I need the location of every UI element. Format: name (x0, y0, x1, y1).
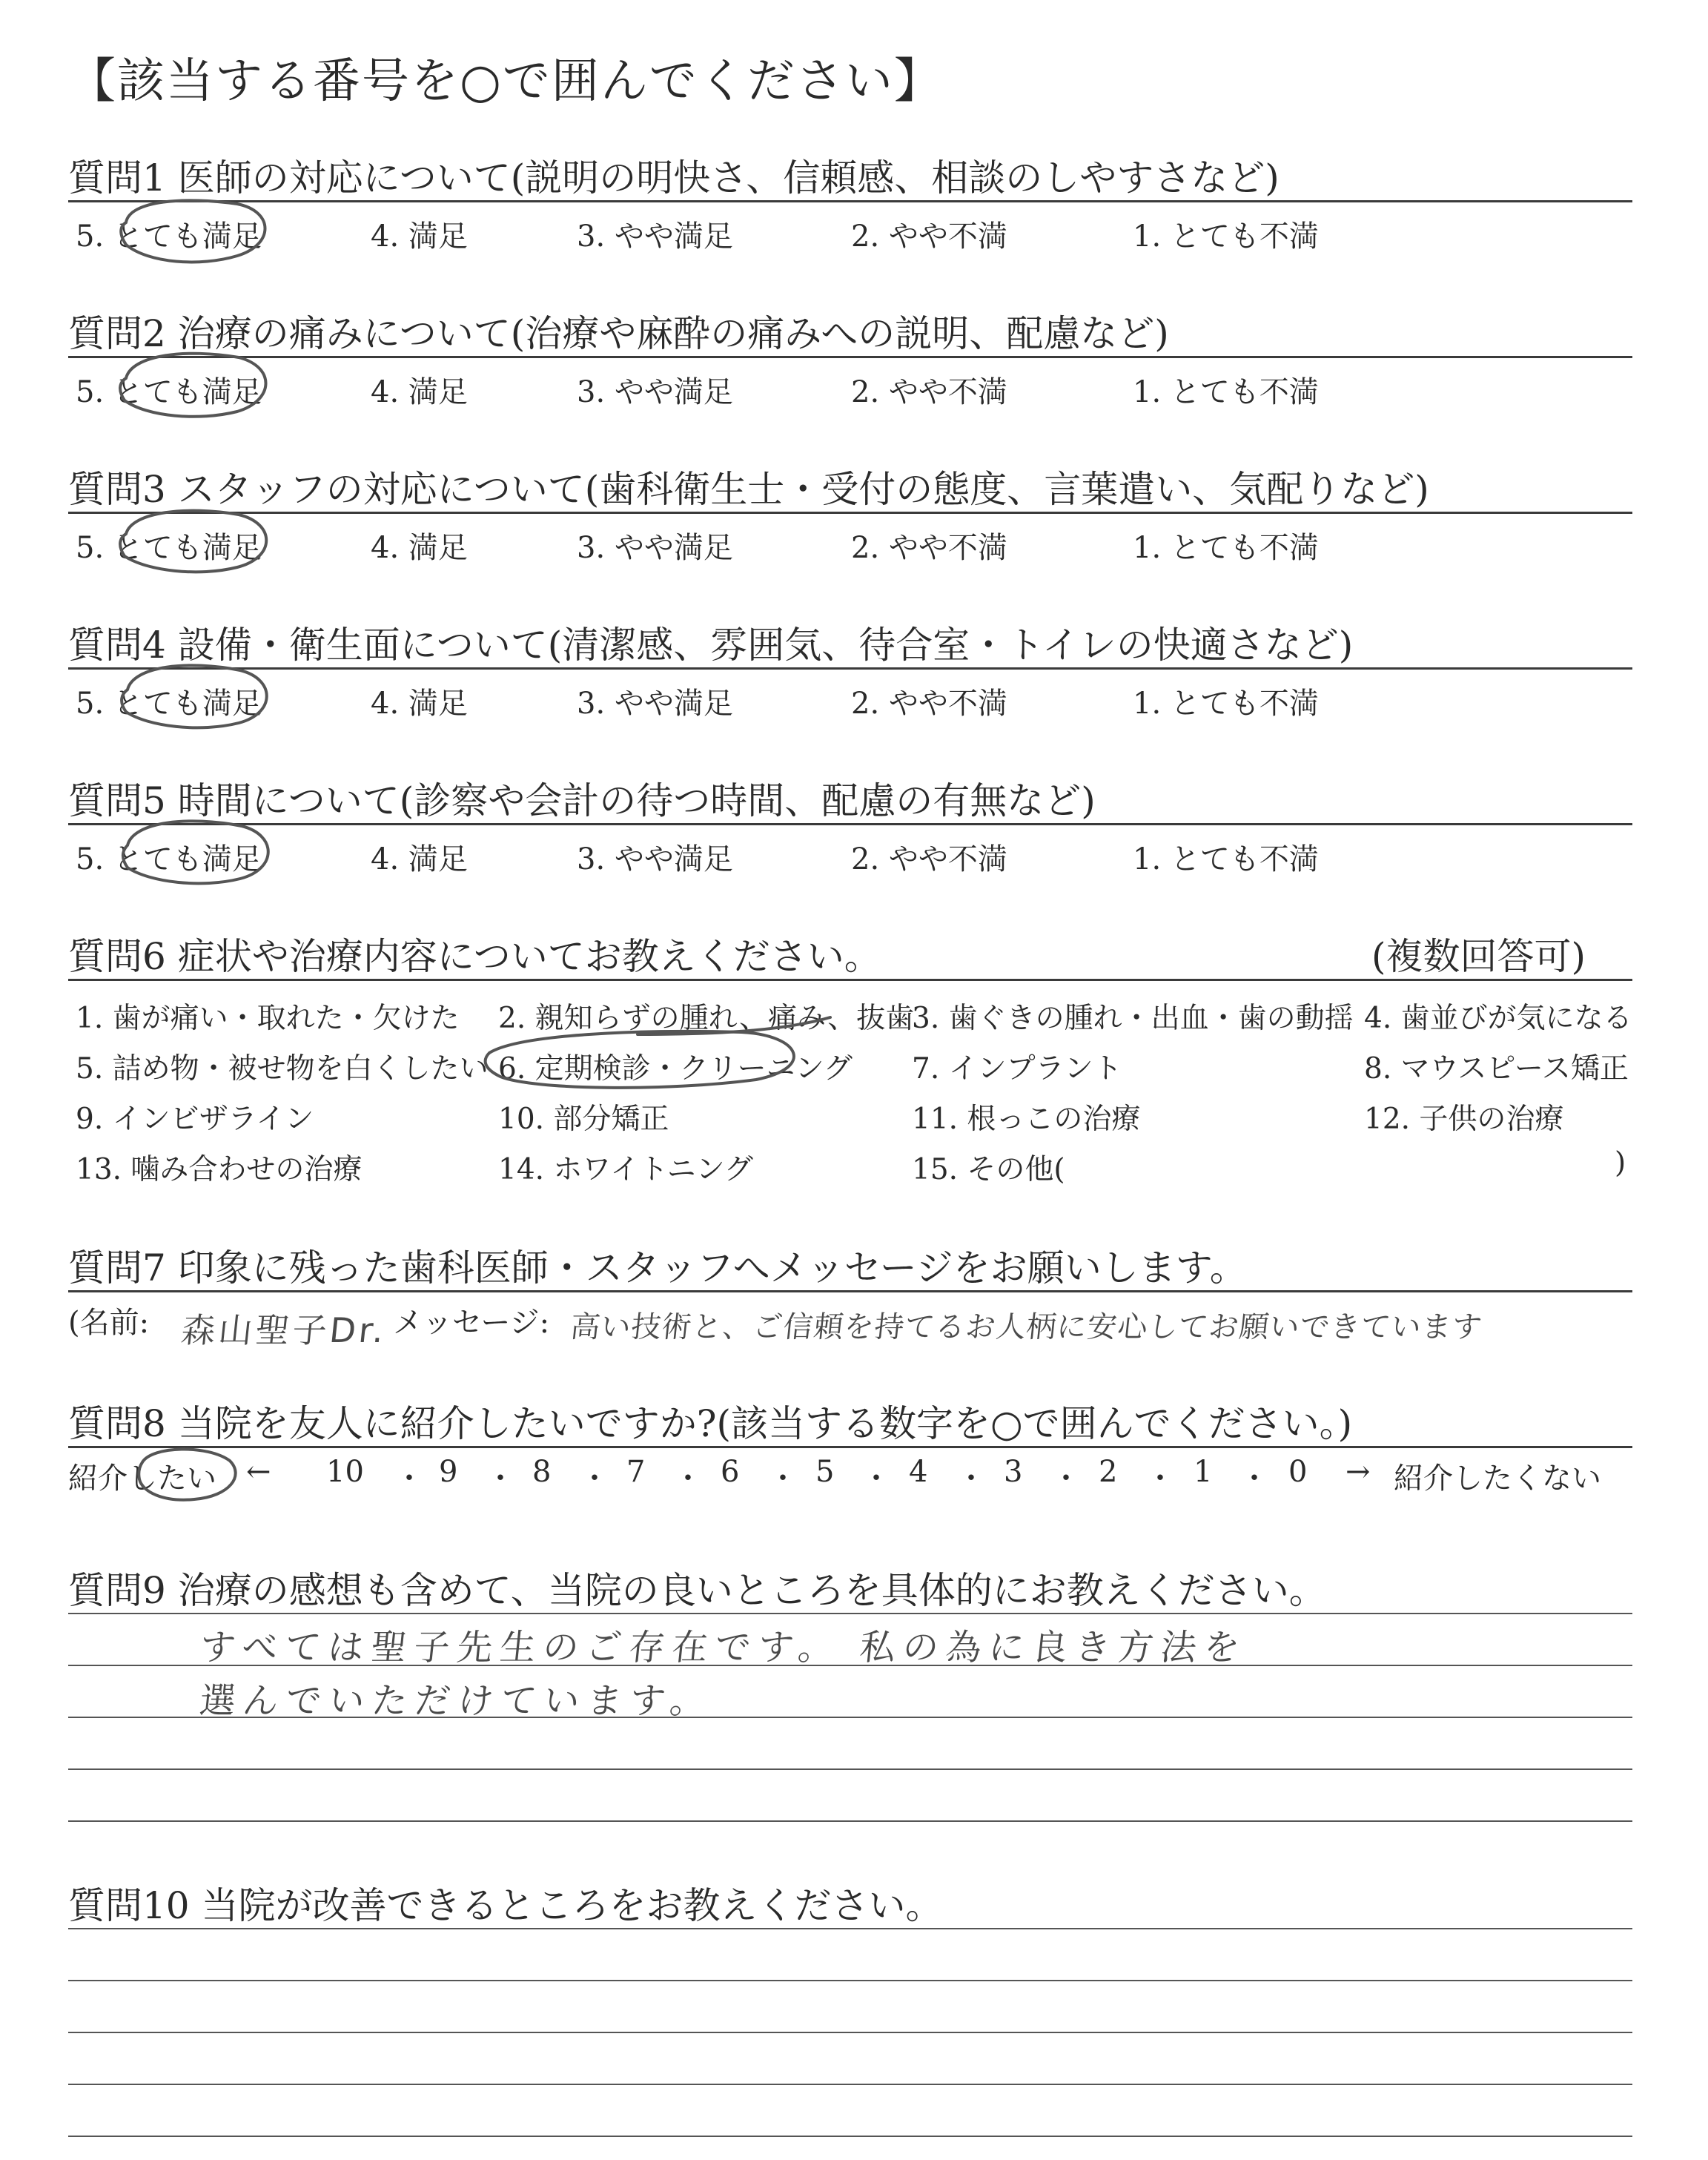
q6-multiple-note: (複数回答可) (1371, 935, 1586, 978)
q8-scale-sep: ・ (394, 1462, 424, 1496)
q3-option-5[interactable]: 5. とても満足 (76, 531, 262, 565)
q8-arrow-right: → (1345, 1455, 1371, 1489)
q6-title: 質問6 症状や治療内容についてお教えください。 (68, 935, 881, 978)
q6-option-9[interactable]: 9. インビザライン (76, 1103, 314, 1136)
q10-answer-line (68, 1980, 1632, 1981)
q5-rule (68, 823, 1632, 825)
q8-scale-sep: ・ (486, 1462, 515, 1496)
q3-option-3[interactable]: 3. やや満足 (577, 531, 733, 565)
q8-title: 質問8 当院を友人に紹介したいですか?(該当する数字を○で囲んでください。) (68, 1402, 1353, 1445)
q6-option-7[interactable]: 7. インプラント (912, 1052, 1122, 1086)
q8-scale-3[interactable]: 3 (1004, 1455, 1023, 1489)
q8-scale-sep: ・ (673, 1462, 703, 1496)
q7-name-label: (名前: (68, 1306, 150, 1340)
q9-answer-line (68, 1820, 1632, 1822)
q2-option-4[interactable]: 4. 満足 (371, 375, 468, 409)
q8-scale-6[interactable]: 6 (721, 1455, 740, 1489)
q5-option-5[interactable]: 5. とても満足 (76, 842, 262, 876)
q6-option-10[interactable]: 10. 部分矯正 (498, 1103, 669, 1136)
q5-title: 質問5 時間について(診察や会計の待つ時間、配慮の有無など) (68, 779, 1096, 822)
q1-option-4[interactable]: 4. 満足 (371, 219, 468, 254)
q4-option-3[interactable]: 3. やや満足 (577, 687, 733, 721)
q8-scale-0[interactable]: 0 (1288, 1455, 1308, 1489)
q3-option-2[interactable]: 2. やや不満 (851, 531, 1007, 565)
q8-scale-sep: ・ (956, 1462, 986, 1496)
q6-rule (68, 979, 1632, 981)
q4-option-2[interactable]: 2. やや不満 (851, 687, 1007, 721)
q8-scale-2[interactable]: 2 (1099, 1455, 1118, 1489)
q1-option-5[interactable]: 5. とても満足 (76, 219, 262, 254)
q3-option-1[interactable]: 1. とても不満 (1133, 531, 1319, 565)
q2-option-2[interactable]: 2. やや不満 (851, 375, 1007, 409)
q8-scale-sep: ・ (1239, 1462, 1269, 1496)
q8-scale-5[interactable]: 5 (815, 1455, 835, 1489)
q2-option-5[interactable]: 5. とても満足 (76, 375, 262, 409)
q7-title: 質問7 印象に残った歯科医師・スタッフへメッセージをお願いします。 (68, 1246, 1247, 1289)
q8-scale-1[interactable]: 1 (1194, 1455, 1213, 1489)
q2-rule (68, 356, 1632, 358)
q5-option-1[interactable]: 1. とても不満 (1133, 842, 1319, 876)
q2-option-3[interactable]: 3. やや満足 (577, 375, 733, 409)
q6-option-12[interactable]: 12. 子供の治療 (1364, 1103, 1564, 1136)
q6-option-13[interactable]: 13. 噛み合わせの治療 (76, 1153, 363, 1186)
q6-option-4[interactable]: 4. 歯並びが気になる (1364, 1002, 1632, 1035)
q9-answer-handwritten-line-1[interactable]: すべては聖子先生のご存在です。 私の為に良き方法を (197, 1627, 1249, 1668)
q9-answer-line (68, 1768, 1632, 1770)
q3-title: 質問3 スタッフの対応について(歯科衛生士・受付の態度、言葉遣い、気配りなど) (68, 468, 1429, 511)
q6-other-close-paren: ) (1615, 1146, 1626, 1180)
q4-option-1[interactable]: 1. とても不満 (1133, 687, 1319, 721)
q8-scale-7[interactable]: 7 (626, 1455, 646, 1489)
q5-option-4[interactable]: 4. 満足 (371, 842, 468, 876)
q5-option-2[interactable]: 2. やや不満 (851, 842, 1007, 876)
q7-name-handwritten[interactable]: 森山聖子Dr. (179, 1310, 389, 1350)
q1-option-3[interactable]: 3. やや満足 (577, 219, 733, 254)
q9-title: 質問9 治療の感想も含めて、当院の良いところを具体的にお教えください。 (68, 1569, 1326, 1612)
q1-title: 質問1 医師の対応について(説明の明快さ、信頼感、相談のしやすさなど) (68, 156, 1280, 199)
q8-scale-sep: ・ (768, 1462, 798, 1496)
q8-scale-10[interactable]: 10 (326, 1455, 364, 1489)
q10-answer-line (68, 2136, 1632, 2137)
form-heading: 【該当する番号を○で囲んでください】 (68, 54, 943, 109)
q7-message-label: メッセージ: (393, 1306, 550, 1340)
q9-answer-handwritten-line-2[interactable]: 選んでいただけています。 (197, 1680, 715, 1722)
q10-answer-line (68, 2084, 1632, 2085)
q8-scale-sep: ・ (861, 1462, 891, 1496)
q6-option-1[interactable]: 1. 歯が痛い・取れた・欠けた (76, 1002, 460, 1035)
q9-answer-line (68, 1613, 1632, 1614)
q4-option-5[interactable]: 5. とても満足 (76, 687, 262, 721)
q8-left-label[interactable]: 紹介したい (68, 1462, 216, 1496)
q4-title: 質問4 設備・衛生面について(清潔感、雰囲気、待合室・トイレの快適さなど) (68, 624, 1354, 667)
q8-scale-8[interactable]: 8 (532, 1455, 552, 1489)
q1-option-1[interactable]: 1. とても不満 (1133, 219, 1319, 254)
q1-rule (68, 200, 1632, 202)
q5-option-3[interactable]: 3. やや満足 (577, 842, 733, 876)
q8-scale-sep: ・ (580, 1462, 609, 1496)
q6-option-8[interactable]: 8. マウスピース矯正 (1364, 1052, 1629, 1086)
q2-option-1[interactable]: 1. とても不満 (1133, 375, 1319, 409)
q1-option-2[interactable]: 2. やや不満 (851, 219, 1007, 254)
q4-option-4[interactable]: 4. 満足 (371, 687, 468, 721)
q8-scale-4[interactable]: 4 (909, 1455, 928, 1489)
q8-right-label[interactable]: 紹介したくない (1394, 1462, 1601, 1496)
q7-message-handwritten[interactable]: 高い技術と、ご信頼を持てるお人柄に安心してお願いできています (569, 1310, 1485, 1344)
q6-option-15[interactable]: 15. その他( (912, 1153, 1065, 1186)
q10-answer-line (68, 1928, 1632, 1929)
q2-title: 質問2 治療の痛みについて(治療や麻酔の痛みへの説明、配慮など) (68, 312, 1169, 355)
q3-rule (68, 512, 1632, 514)
q6-option-11[interactable]: 11. 根っこの治療 (912, 1103, 1141, 1136)
q8-scale-sep: ・ (1145, 1462, 1175, 1496)
q6-option-6[interactable]: 6. 定期検診・クリーニング (498, 1052, 853, 1086)
q10-answer-line (68, 2032, 1632, 2033)
q6-option-5[interactable]: 5. 詰め物・被せ物を白くしたい (76, 1052, 489, 1086)
q3-option-4[interactable]: 4. 満足 (371, 531, 468, 565)
q8-rule (68, 1446, 1632, 1448)
q7-rule (68, 1290, 1632, 1292)
q4-rule (68, 667, 1632, 670)
q8-arrow-left: ← (246, 1455, 271, 1489)
q8-scale-9[interactable]: 9 (439, 1455, 458, 1489)
q6-option-2[interactable]: 2. 親知らずの腫れ、痛み、抜歯 (498, 1002, 915, 1035)
q10-title: 質問10 当院が改善できるところをお教えください。 (68, 1884, 943, 1927)
q6-option-3[interactable]: 3. 歯ぐきの腫れ・出血・歯の動揺 (912, 1002, 1354, 1035)
q8-scale-sep: ・ (1051, 1462, 1081, 1496)
q6-option-14[interactable]: 14. ホワイトニング (498, 1153, 753, 1186)
